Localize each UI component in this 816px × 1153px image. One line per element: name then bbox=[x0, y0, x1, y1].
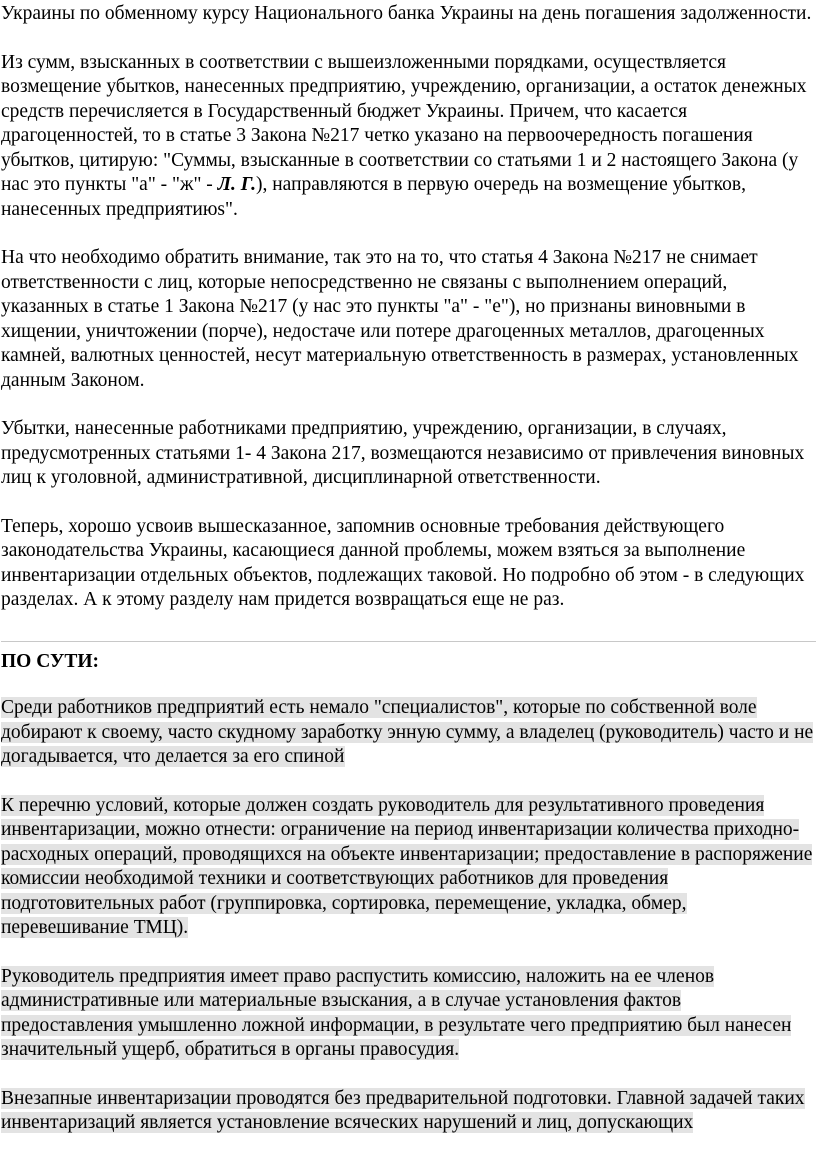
highlight-text-specialists: Среди работников предприятий есть немало "специалистов", которые по собственной воле добирают к своему, часто скудному заработку энную сумму, а владелец (руководитель) часто и не догадывается, что делается за его спиной bbox=[1, 697, 814, 767]
section-heading: ПО СУТИ: bbox=[1, 650, 100, 672]
paragraph-next-sections: Теперь, хорошо усвоив вышесказанное, запомнив основные требования действующего законодательства Украины, касающиеся данной проблемы, можем взяться за выполнение инвентаризации отдельных объектов, подлежащих таковой. Но подробно об этом - в следующих разделах. А к этому разделу нам придется возвращаться еще не раз. bbox=[1, 515, 805, 610]
highlight-paragraph-specialists bbox=[1, 696, 816, 770]
paragraph-damage-compensation-tail: ), направляются в первую очередь на возмещение убытков, нанесенных предприятиюs". bbox=[1, 174, 746, 220]
paragraph-exchange-rate: Украины по обменному курсу Национального банка Украины на день погашения задолженности. bbox=[1, 3, 812, 24]
highlight-text-manager-rights: Руководитель предприятия имеет право распустить комиссию, наложить на ее членов административные или материальные взыскания, а в случае установления фактов предоставления умышленно ложной информации, в результате чего предприятию был нанесен значительный ущерб, обратиться в органы правосудия. bbox=[1, 965, 792, 1060]
document-page bbox=[0, 2, 816, 1153]
section-divider bbox=[1, 641, 816, 642]
highlight-paragraph-conditions bbox=[1, 794, 816, 941]
paragraph-article-4: На что необходимо обратить внимание, так это на то, что статья 4 Закона №217 не снимает ответственности с лиц, которые непосредственно не связаны с выполнением операций, указанных в статье 1 Закона №217 (у нас это пункты "а" - "е"), но признаны виновными в хищении, уничтожении (порче), недостаче или потере драгоценных металлов, драгоценных камней, валютных ценностей, несут материальную ответственность в размерах, установленных данным Законом. bbox=[1, 247, 799, 391]
highlight-text-sudden-inventory: Внезапные инвентаризации проводятся без предварительной подготовки. Главной задачей таких инвентаризаций является установление всяческих нарушений и лиц, допускающих bbox=[1, 1087, 805, 1133]
author-initials: Л. Г. bbox=[217, 174, 256, 195]
paragraph-damage-compensation-text: Из сумм, взысканных в соответствии с вышеизложенными порядками, осуществляется возмещение убытков, нанесенных предприятию, учреждению, организации, а остаток денежных средств перечисляется в Государственный бюджет Украины. Причем, что касается драгоценностей, то в статье 3 Закона №217 четко указано на первоочередность погашения убытков, цитирую: "Суммы, взысканные в соответствии со статьями 1 и 2 настоящего Закона (у нас это пункты "а" - "ж" - bbox=[1, 51, 807, 195]
highlight-paragraph-manager-rights bbox=[1, 965, 816, 1063]
highlight-text-conditions: К перечню условий, которые должен создать руководитель для результативного проведения инвентаризации, можно отнести: ограничение на период инвентаризации количества приходно-расходных операций, проводящихся на объекте инвентаризации; предоставление в распоряжение комиссии необходимой техники и соответствующих работников для проведения подготовительных работ (группировка, сортировка, перемещение, укладка, обмер, перевешивание ТМЦ). bbox=[1, 794, 813, 938]
highlight-paragraph-sudden-inventory bbox=[1, 1087, 816, 1136]
paragraph-damage-compensation bbox=[1, 51, 816, 223]
paragraph-losses-compensated: Убытки, нанесенные работниками предприятию, учреждению, организации, в случаях, предусмотренных статьями 1- 4 Закона 217, возмещаются независимо от привлечения виновных лиц к уголовной, административной, дисциплинарной ответственности. bbox=[1, 418, 805, 488]
